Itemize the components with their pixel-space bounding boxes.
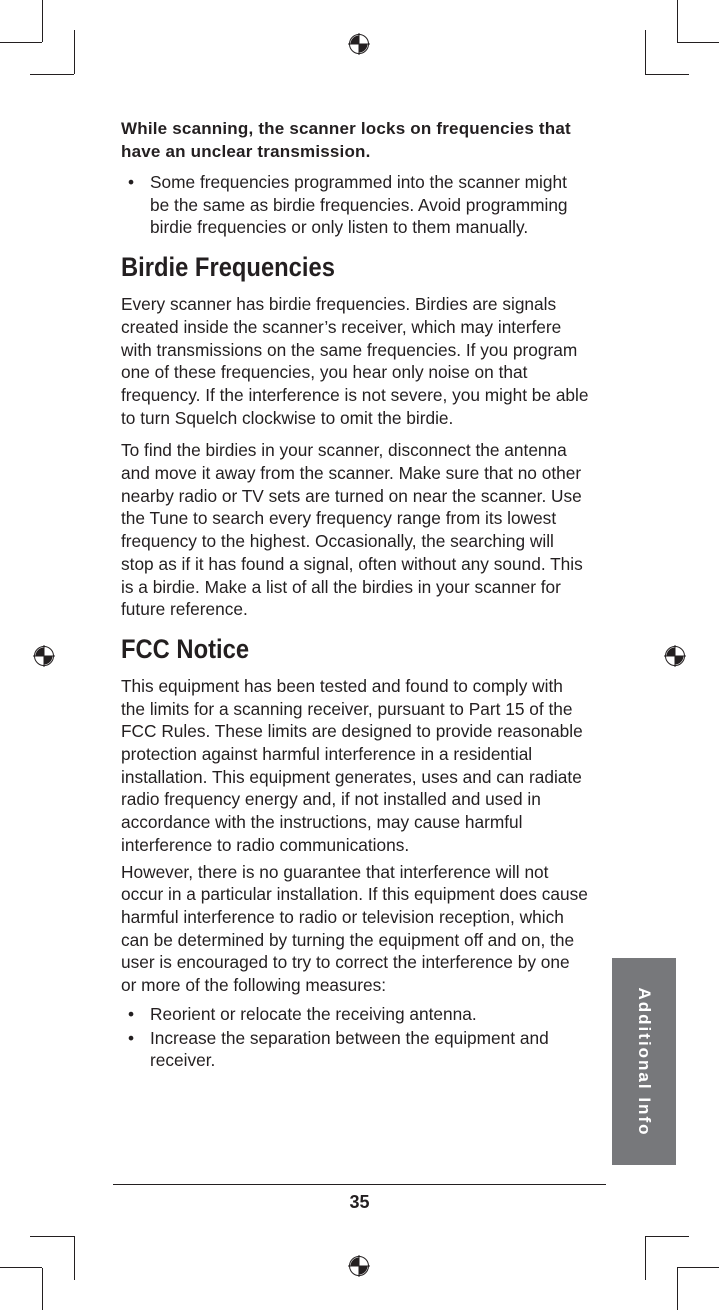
crop-mark bbox=[42, 0, 43, 42]
crop-mark bbox=[30, 1236, 74, 1237]
section-title-birdie: Birdie Frequencies bbox=[121, 252, 335, 283]
registration-mark-icon bbox=[348, 33, 370, 55]
crop-mark bbox=[645, 74, 689, 75]
paragraph: Every scanner has birdie frequencies. Birdies are signals created inside the scanner’s receiver, which may interfere with transmissions on the same frequencies. If you program one of these frequencies, you hear only noise on that frequency. If the interference is not severe, you might be able to turn Squelch clockwise to omit the birdie. bbox=[121, 294, 589, 428]
section-tab-label: Additional Info bbox=[635, 987, 654, 1136]
crop-mark bbox=[677, 42, 719, 43]
intro-heading: While scanning, the scanner locks on frequencies that have an unclear transmission. bbox=[121, 119, 571, 161]
crop-mark bbox=[30, 74, 74, 75]
crop-mark bbox=[0, 1267, 42, 1268]
crop-mark bbox=[42, 1268, 43, 1310]
section-tab bbox=[612, 958, 676, 1165]
footer-divider bbox=[113, 1184, 606, 1185]
intro-bullet-list bbox=[121, 171, 589, 239]
crop-mark bbox=[677, 1268, 678, 1310]
page-content bbox=[121, 117, 589, 1082]
crop-mark bbox=[74, 1236, 75, 1280]
paragraph: This equipment has been tested and found to comply with the limits for a scanning receiver, pursuant to Part 15 of the FCC Rules. These limits are designed to provide reasonable protection against harmful interference in a residential installation. This equipment generates, uses and can radiate radio frequency energy and, if not installed and used in accordance with the instructions, may cause harmful interference to radio communications. bbox=[121, 675, 583, 855]
registration-mark-icon bbox=[664, 645, 686, 667]
crop-mark bbox=[645, 1236, 646, 1280]
crop-mark bbox=[74, 30, 75, 74]
crop-mark bbox=[0, 42, 42, 43]
section-title-fcc: FCC Notice bbox=[121, 633, 250, 664]
registration-mark-icon bbox=[33, 645, 55, 667]
page-number: 35 bbox=[349, 1192, 370, 1212]
crop-mark bbox=[677, 1267, 719, 1268]
crop-mark bbox=[677, 0, 678, 42]
paragraph: To find the birdies in your scanner, disconnect the antenna and move it away from the scanner. Make sure that no other nearby radio or TV sets are turned on near the scanner. Use the Tune to search every frequency range from its lowest frequency to the highest. Occasionally, the searching will stop as if it has found a signal, often without any sound. This is a birdie. Make a list of all the birdies in your scanner for future reference. bbox=[121, 440, 583, 620]
crop-mark bbox=[645, 30, 646, 74]
crop-mark bbox=[645, 1236, 689, 1237]
list-item: • Increase the separation between the equipment and receiver. bbox=[121, 1027, 589, 1072]
paragraph: However, there is no guarantee that interference will not occur in a particular installation. If this equipment does cause harmful interference to radio or television reception, which can be determined by turning the equipment off and on, the user is encouraged to try to correct the interference by one or more of the following measures: bbox=[121, 861, 588, 996]
registration-mark-icon bbox=[348, 1255, 370, 1277]
fcc-bullet-list bbox=[121, 1003, 589, 1072]
list-item: • Some frequencies programmed into the scanner might be the same as birdie frequencies. Avoid programming birdie frequencies or only listen to them manually. bbox=[121, 171, 589, 239]
list-item: • Reorient or relocate the receiving antenna. bbox=[121, 1003, 589, 1026]
